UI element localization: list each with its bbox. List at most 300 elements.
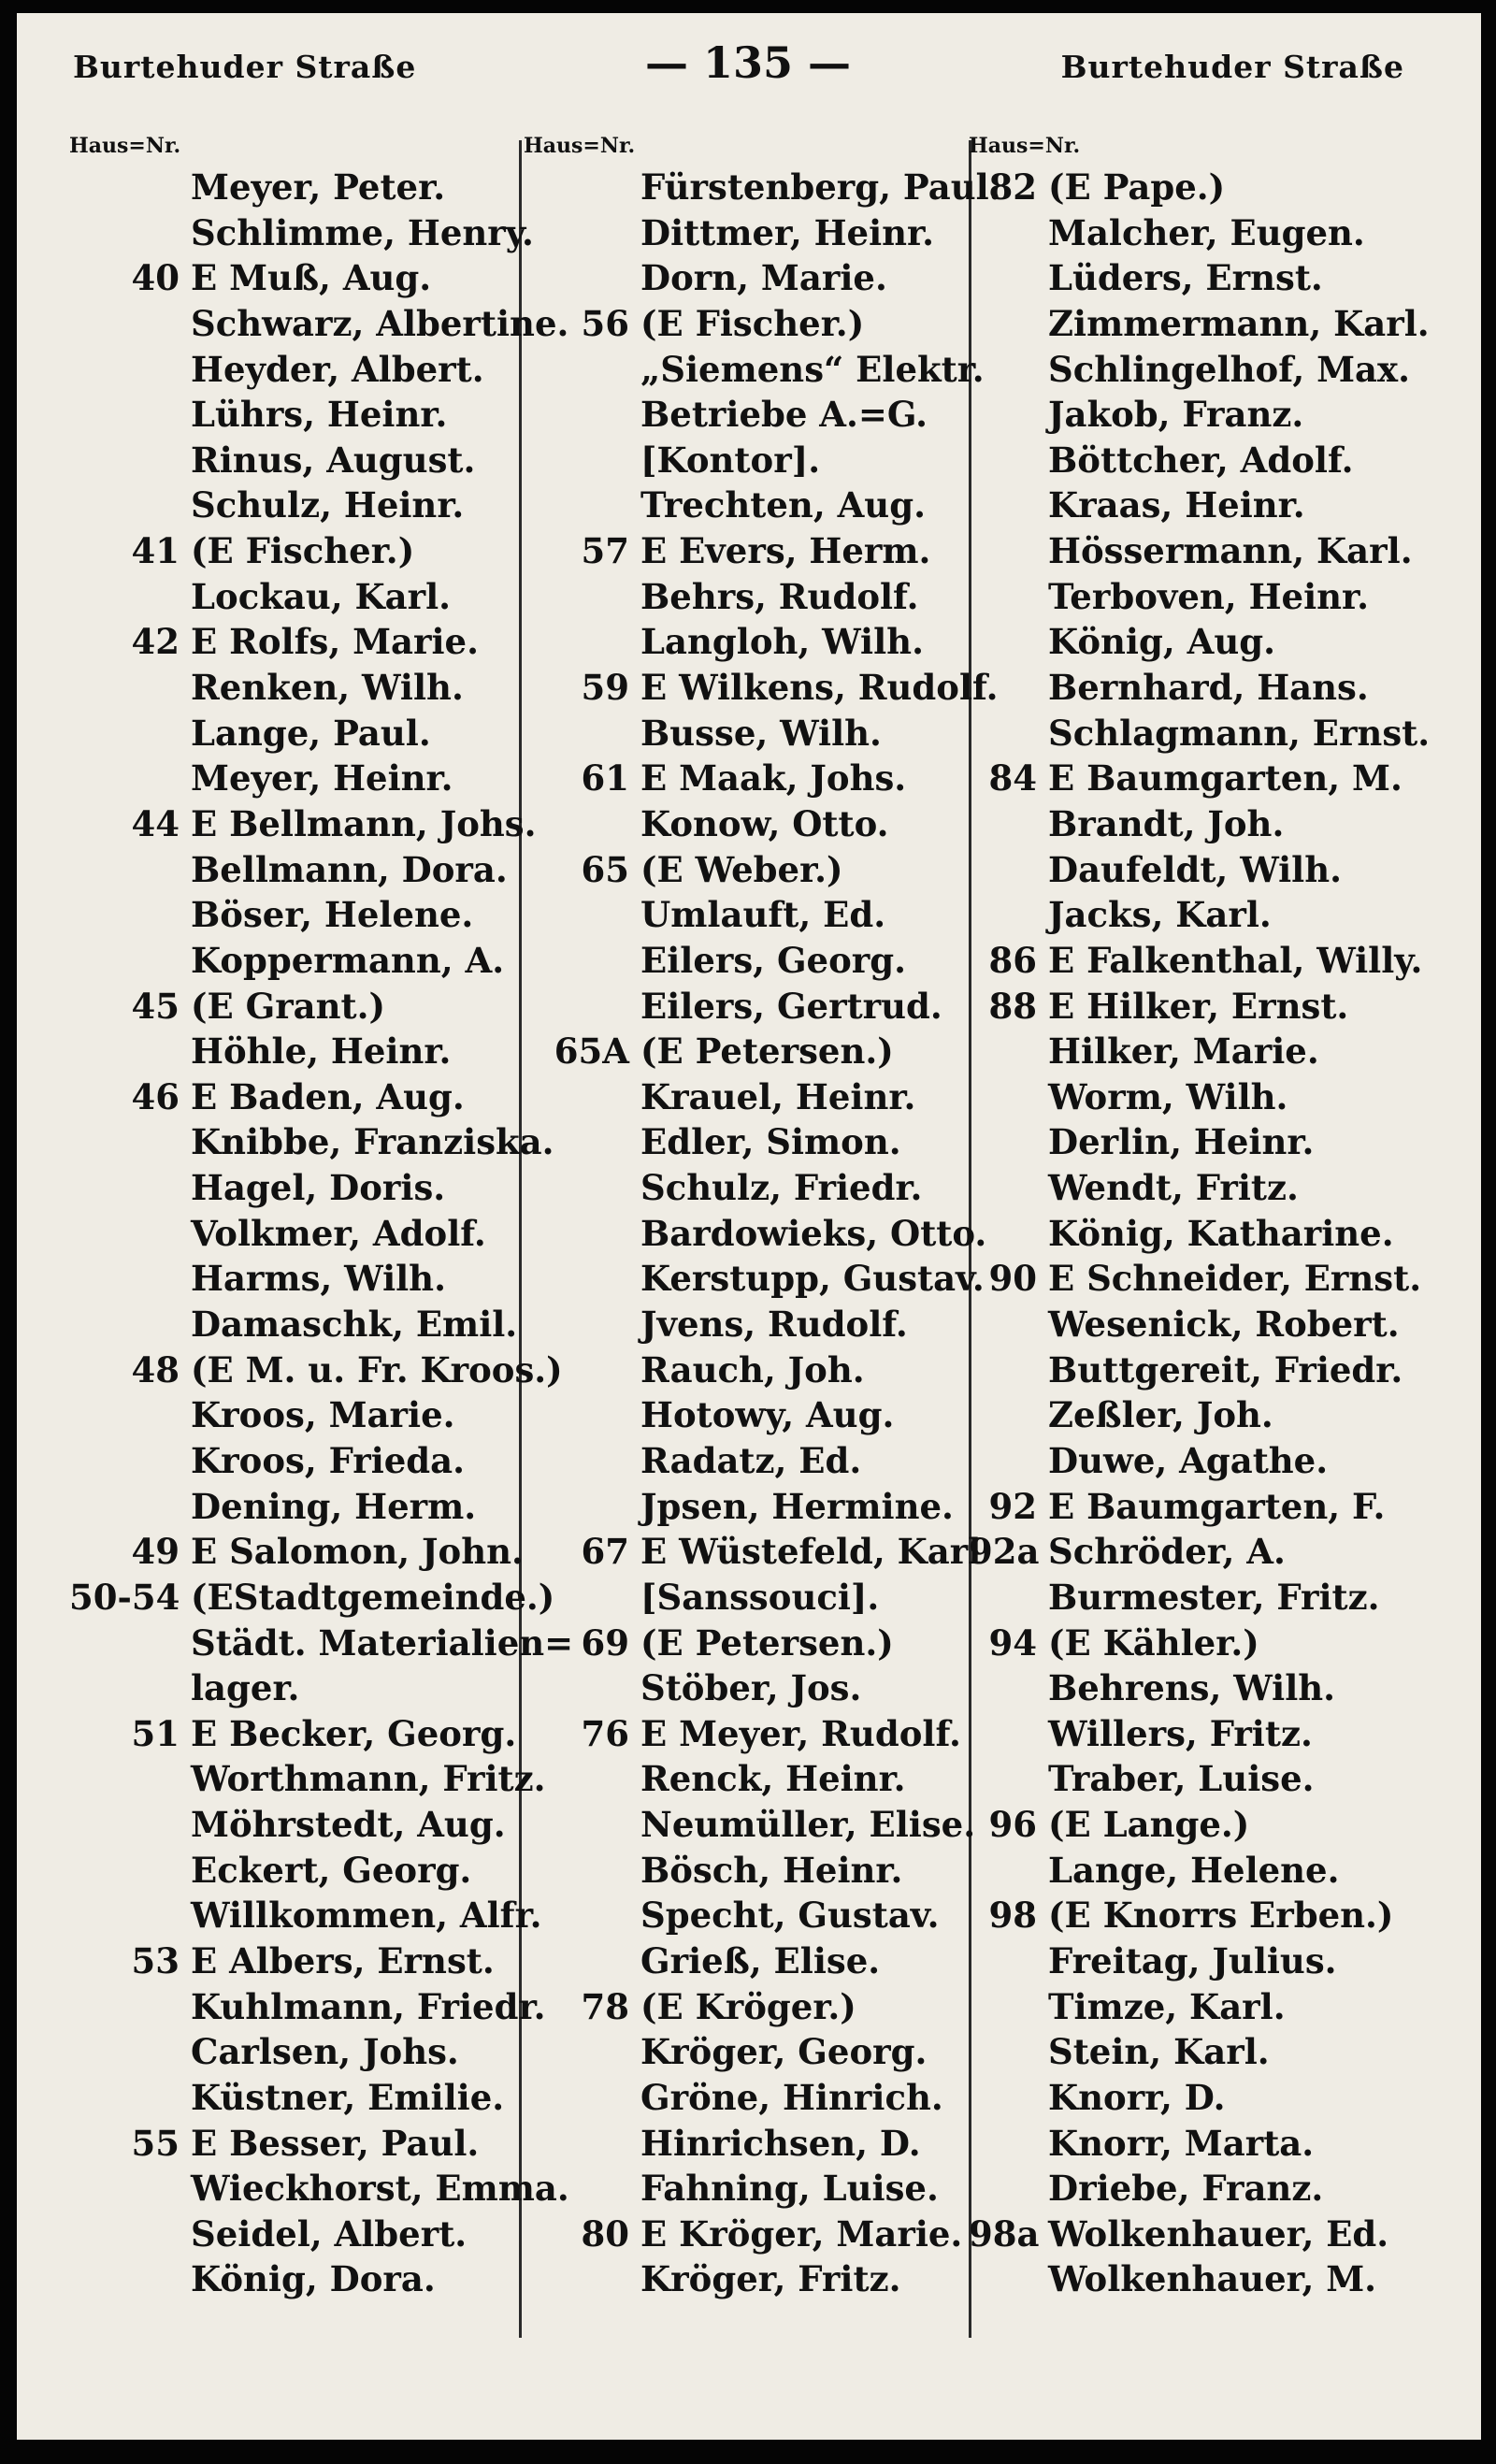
directory-entry	[969, 1529, 1464, 1575]
resident-name: Behrens, Wilh.	[1048, 1667, 1336, 1709]
house-number	[69, 1484, 180, 1530]
resident-name: Dittmer, Heinr.	[640, 211, 935, 253]
house-number	[69, 711, 180, 756]
directory-entry	[69, 1119, 554, 1165]
resident-name: (E Lange.)	[1048, 1804, 1250, 1846]
resident-name: Betriebe A.=G.	[640, 394, 928, 436]
house-number	[524, 1211, 629, 1257]
directory-entry	[969, 528, 1464, 574]
house-number	[69, 2029, 180, 2075]
resident-name: Dening, Herm.	[191, 1485, 477, 1527]
house-number	[69, 1165, 180, 1211]
directory-entry	[69, 665, 535, 711]
resident-name: Freitag, Julius.	[1048, 1939, 1337, 1981]
directory-entry	[69, 1029, 535, 1074]
directory-entry	[969, 2256, 1464, 2302]
resident-name: (E Fischer.)	[191, 530, 415, 572]
resident-name: Radatz, Ed.	[640, 1439, 862, 1481]
resident-name: Umlauft, Ed.	[640, 894, 886, 936]
house-number: 92a	[969, 1531, 1040, 1573]
resident-name: König, Katharine.	[1048, 1212, 1394, 1254]
directory-entry	[969, 1848, 1464, 1894]
house-number	[524, 984, 629, 1030]
resident-name: Schulz, Friedr.	[640, 1167, 923, 1209]
directory-entry	[969, 1302, 1464, 1347]
resident-name: Carlsen, Johs.	[191, 2031, 459, 2073]
directory-entry	[69, 483, 535, 528]
directory-entry	[969, 665, 1464, 711]
directory-entry	[969, 1074, 1464, 1120]
directory-entry	[969, 1438, 1464, 1484]
resident-name: Langloh, Wilh.	[640, 621, 924, 663]
house-number	[69, 210, 180, 256]
directory-entry	[69, 165, 535, 210]
column-1	[69, 127, 574, 2302]
house-number	[69, 2256, 180, 2302]
directory-entry	[524, 847, 978, 893]
house-number	[69, 1392, 180, 1438]
directory-entry	[69, 2075, 535, 2121]
house-number	[524, 1665, 629, 1711]
directory-entry	[69, 438, 535, 483]
directory-entry	[969, 483, 1464, 528]
resident-name: Specht, Gustav.	[640, 1895, 940, 1937]
house-number	[969, 1392, 1037, 1438]
house-number	[969, 438, 1037, 483]
house-number	[969, 2256, 1037, 2302]
directory-entry	[69, 801, 535, 847]
directory-entry	[69, 1438, 535, 1484]
house-number	[524, 2256, 629, 2302]
resident-name: Schwarz, Albertine.	[191, 302, 569, 344]
directory-entry	[969, 2166, 1464, 2212]
directory-entry	[969, 1984, 1464, 2030]
directory-entry	[524, 2075, 978, 2121]
resident-name: Kröger, Georg.	[640, 2031, 928, 2073]
house-number: 94	[988, 1621, 1037, 1664]
house-number-label: Haus=Nr.	[524, 134, 636, 158]
house-number	[969, 1938, 1037, 1984]
resident-name: König, Aug.	[1048, 621, 1275, 663]
resident-name: (EStadtgemeinde.)	[191, 1576, 555, 1618]
directory-entry	[69, 938, 535, 984]
resident-name: Konow, Otto.	[640, 802, 889, 844]
directory-entry	[969, 1119, 1464, 1165]
directory-entry	[69, 847, 535, 893]
directory-entry	[969, 1256, 1464, 1302]
directory-entry	[524, 1802, 978, 1848]
resident-name: Wesenick, Robert.	[1048, 1304, 1400, 1346]
directory-entry	[69, 1302, 535, 1347]
house-number	[69, 2212, 180, 2257]
resident-name: Brandt, Joh.	[1048, 802, 1285, 844]
resident-name: Knorr, Marta.	[1048, 2122, 1315, 2164]
directory-entry	[969, 847, 1464, 893]
directory-entry	[969, 1392, 1464, 1438]
house-number	[969, 801, 1037, 847]
resident-name: Stöber, Jos.	[640, 1667, 862, 1709]
directory-entry	[69, 984, 535, 1030]
directory-entry	[69, 892, 535, 938]
house-number: 46	[131, 1075, 180, 1117]
resident-name: E Wüstefeld, Karl	[640, 1531, 982, 1573]
resident-name: Zeßler, Joh.	[1048, 1394, 1273, 1436]
resident-name: Dorn, Marie.	[640, 257, 887, 299]
house-number	[524, 1302, 629, 1347]
resident-name: Hilker, Marie.	[1048, 1030, 1319, 1073]
house-number	[524, 1438, 629, 1484]
directory-entry	[969, 1711, 1464, 1757]
house-number	[524, 938, 629, 984]
house-number	[524, 210, 629, 256]
resident-name: Duwe, Agathe.	[1048, 1439, 1329, 1481]
resident-name: Rinus, August.	[191, 439, 476, 481]
directory-entry	[69, 2029, 535, 2075]
resident-name: E Maak, Johs.	[640, 757, 907, 800]
resident-name: Damaschk, Emil.	[191, 1304, 518, 1346]
directory-entry	[524, 619, 978, 665]
house-number	[969, 347, 1037, 393]
directory-entry	[969, 1211, 1464, 1257]
directory-entry	[524, 1165, 978, 1211]
directory-entry	[969, 756, 1464, 801]
house-number	[969, 210, 1037, 256]
resident-name: Schlagmann, Ernst.	[1048, 712, 1431, 754]
directory-entry	[524, 938, 978, 984]
resident-name: Möhrstedt, Aug.	[191, 1804, 506, 1846]
directory-entry	[524, 1665, 978, 1711]
directory-entry	[69, 574, 535, 620]
house-number	[69, 1665, 180, 1711]
directory-entry	[969, 210, 1464, 256]
house-number: 82	[988, 166, 1037, 208]
resident-name: (E Kröger.)	[640, 1985, 856, 2027]
resident-name: lager.	[191, 1667, 300, 1709]
resident-name: Kerstupp, Gustav.	[640, 1258, 985, 1300]
house-number	[524, 1119, 629, 1165]
house-number: 53	[131, 1939, 180, 1981]
directory-entry	[69, 347, 535, 393]
directory-entry	[969, 1621, 1464, 1666]
house-number	[524, 255, 629, 301]
house-number	[969, 255, 1037, 301]
house-number	[69, 1848, 180, 1894]
resident-name: Hagel, Doris.	[191, 1167, 446, 1209]
directory-entry	[969, 1575, 1464, 1621]
house-number	[524, 1165, 629, 1211]
resident-name: Malcher, Eugen.	[1048, 211, 1365, 253]
house-number	[524, 1756, 629, 1802]
directory-entry	[969, 1165, 1464, 1211]
directory-entry	[69, 2166, 569, 2212]
house-number	[969, 392, 1037, 438]
resident-name: Kroos, Frieda.	[191, 1439, 466, 1481]
directory-entry	[969, 711, 1464, 756]
house-number	[69, 847, 180, 893]
house-number	[69, 1256, 180, 1302]
resident-name: Bösch, Heinr.	[640, 1849, 903, 1891]
house-number	[969, 528, 1037, 574]
resident-name: Terboven, Heinr.	[1048, 575, 1370, 617]
resident-name: E Falkenthal, Willy.	[1048, 939, 1423, 981]
directory-entry	[524, 1756, 978, 1802]
directory-entry	[69, 1756, 546, 1802]
resident-name: Driebe, Franz.	[1048, 2168, 1324, 2210]
house-number: 69	[581, 1621, 629, 1664]
resident-name: Gröne, Hinrich.	[640, 2076, 943, 2118]
directory-entry	[524, 1484, 978, 1530]
scan-edge-bottom	[0, 2440, 1496, 2464]
house-number	[969, 2166, 1037, 2212]
directory-entry	[69, 1484, 535, 1530]
resident-name: (E Petersen.)	[640, 1030, 894, 1073]
directory-entry	[524, 1029, 978, 1074]
resident-name: (E Fischer.)	[640, 302, 865, 344]
directory-entry	[969, 301, 1464, 347]
resident-name: (E Kähler.)	[1048, 1621, 1259, 1664]
resident-name: Seidel, Albert.	[191, 2212, 468, 2255]
resident-name: König, Dora.	[191, 2258, 436, 2300]
directory-entry	[524, 1347, 978, 1393]
house-number	[969, 301, 1037, 347]
resident-name: (E Pape.)	[1048, 166, 1226, 208]
house-number	[969, 483, 1037, 528]
house-number	[969, 1984, 1037, 2030]
directory-entry	[969, 984, 1464, 1030]
directory-entry	[969, 255, 1464, 301]
directory-entry	[524, 2029, 978, 2075]
house-number: 84	[988, 757, 1037, 800]
directory-entry	[969, 1665, 1464, 1711]
resident-name: E Schneider, Ernst.	[1048, 1258, 1422, 1300]
house-number: 96	[988, 1804, 1037, 1846]
resident-name: Schlingelhof, Max.	[1048, 348, 1410, 390]
house-number	[524, 2121, 629, 2167]
house-number	[524, 347, 629, 393]
resident-name: E Kröger, Marie.	[640, 2212, 963, 2255]
house-number	[969, 1575, 1037, 1621]
house-number	[524, 1392, 629, 1438]
resident-name: Behrs, Rudolf.	[640, 575, 919, 617]
house-number	[969, 1665, 1037, 1711]
directory-entry	[969, 938, 1464, 984]
resident-name: Stein, Karl.	[1048, 2031, 1270, 2073]
directory-entry	[524, 255, 978, 301]
directory-entry	[69, 1621, 574, 1666]
directory-entry	[524, 2212, 978, 2257]
house-number	[524, 1256, 629, 1302]
resident-name: (E Knorrs Erben.)	[1048, 1895, 1394, 1937]
house-number	[969, 1029, 1037, 1074]
house-number	[524, 711, 629, 756]
resident-name: E Baumgarten, F.	[1048, 1485, 1386, 1527]
directory-entry	[69, 1938, 535, 1984]
resident-name: Meyer, Peter.	[191, 166, 446, 208]
resident-name: Timze, Karl.	[1048, 1985, 1286, 2027]
directory-entry	[69, 1711, 535, 1757]
directory-entry	[524, 1711, 978, 1757]
resident-name: E Albers, Ernst.	[191, 1939, 495, 1981]
resident-name: Willers, Fritz.	[1048, 1712, 1313, 1754]
house-number	[69, 347, 180, 393]
house-number: 67	[581, 1531, 629, 1573]
resident-name: E Becker, Georg.	[191, 1712, 517, 1754]
resident-name: Bellmann, Dora.	[191, 848, 508, 890]
directory-entry	[524, 984, 978, 1030]
resident-name: Traber, Luise.	[1048, 1758, 1315, 1800]
house-number	[969, 2075, 1037, 2121]
directory-entry	[524, 1302, 978, 1347]
house-number	[524, 483, 629, 528]
directory-entry	[69, 1984, 546, 2030]
house-number	[69, 165, 180, 210]
house-number	[524, 1848, 629, 1894]
directory-entry	[524, 347, 985, 393]
directory-entry	[969, 801, 1464, 847]
resident-name: Volkmer, Adolf.	[191, 1212, 486, 1254]
directory-entry	[524, 1256, 985, 1302]
resident-name: Worm, Wilh.	[1048, 1075, 1288, 1117]
directory-entry	[524, 2166, 978, 2212]
resident-name: Busse, Wilh.	[640, 712, 882, 754]
directory-entry	[524, 1984, 978, 2030]
resident-name: E Baumgarten, M.	[1048, 757, 1402, 800]
house-number	[969, 1711, 1037, 1757]
house-number	[969, 574, 1037, 620]
directory-entry	[524, 528, 978, 574]
house-number: 57	[581, 530, 629, 572]
house-number: 90	[988, 1258, 1037, 1300]
house-number	[969, 847, 1037, 893]
house-number	[69, 665, 180, 711]
house-number	[69, 2075, 180, 2121]
resident-name: Kröger, Fritz.	[640, 2258, 901, 2300]
house-number	[69, 1621, 180, 1666]
house-number: 92	[988, 1485, 1037, 1527]
house-number	[69, 1984, 180, 2030]
house-number	[69, 756, 180, 801]
resident-name: Schulz, Heinr.	[191, 484, 465, 526]
house-number	[969, 1074, 1037, 1120]
resident-name: (E Weber.)	[640, 848, 843, 890]
resident-name: Worthmann, Fritz.	[191, 1758, 546, 1800]
directory-entry	[69, 301, 569, 347]
scan-edge-top	[0, 0, 1496, 13]
resident-name: Eilers, Georg.	[640, 939, 907, 981]
resident-name: Trechten, Aug.	[640, 484, 926, 526]
house-number	[69, 483, 180, 528]
directory-entry	[524, 2256, 978, 2302]
house-number: 88	[988, 985, 1037, 1027]
directory-entry	[524, 1575, 978, 1621]
resident-name: Wendt, Fritz.	[1048, 1167, 1299, 1209]
house-number	[69, 1756, 180, 1802]
directory-entry	[524, 1119, 978, 1165]
resident-name: E Meyer, Rudolf.	[640, 1712, 961, 1754]
house-number: 55	[131, 2122, 180, 2164]
directory-entry	[69, 1802, 535, 1848]
house-number: 80	[581, 2212, 629, 2255]
house-number	[69, 1029, 180, 1074]
house-number	[524, 2166, 629, 2212]
house-number	[969, 665, 1037, 711]
directory-entry	[969, 892, 1464, 938]
house-number	[69, 1302, 180, 1347]
directory-entry	[969, 574, 1464, 620]
resident-name: E Evers, Herm.	[640, 530, 931, 572]
directory-entry	[524, 1529, 982, 1575]
resident-name: E Hilker, Ernst.	[1048, 985, 1349, 1027]
resident-name: Böttcher, Adolf.	[1048, 439, 1354, 481]
house-number	[969, 2121, 1037, 2167]
directory-entry	[69, 1665, 535, 1711]
resident-name: Neumüller, Elise.	[640, 1804, 976, 1846]
resident-name: Knibbe, Franziska.	[191, 1121, 554, 1163]
resident-name: Schlimme, Henry.	[191, 211, 534, 253]
house-number: 59	[581, 667, 629, 709]
resident-name: E Bellmann, Johs.	[191, 802, 537, 844]
resident-name: E Muß, Aug.	[191, 257, 432, 299]
directory-entry	[69, 1211, 535, 1257]
directory-entry	[524, 665, 999, 711]
directory-entry	[69, 619, 535, 665]
directory-entry	[69, 1529, 535, 1575]
house-number	[524, 892, 629, 938]
house-number: 98a	[969, 2212, 1040, 2255]
resident-name: (E Grant.)	[191, 985, 386, 1027]
house-number: 65A	[554, 1030, 629, 1073]
directory-entry	[969, 1484, 1464, 1530]
resident-name: Jpsen, Hermine.	[640, 1485, 954, 1527]
house-number	[969, 1756, 1037, 1802]
house-number	[524, 801, 629, 847]
directory-entry	[69, 1074, 535, 1120]
resident-name: Knorr, D.	[1048, 2076, 1226, 2118]
scan-edge-left	[0, 0, 17, 2464]
resident-name: Kuhlmann, Friedr.	[191, 1985, 546, 2027]
resident-name: Hössermann, Karl.	[1048, 530, 1413, 572]
house-number: 49	[131, 1531, 180, 1573]
resident-name: Edler, Simon.	[640, 1121, 901, 1163]
running-head-right: Burtehuder Straße	[1060, 49, 1404, 85]
directory-entry	[69, 392, 535, 438]
house-number: 48	[131, 1348, 180, 1391]
directory-entry	[524, 301, 978, 347]
directory-entry	[969, 1756, 1464, 1802]
house-number	[524, 2029, 629, 2075]
resident-name: Lüders, Ernst.	[1048, 257, 1323, 299]
house-number	[969, 1165, 1037, 1211]
page-number: — 135 —	[644, 37, 852, 88]
directory-entry	[524, 1074, 978, 1120]
house-number	[69, 574, 180, 620]
house-number: 50-54	[69, 1576, 180, 1618]
house-number	[524, 165, 629, 210]
scan-edge-right	[1481, 0, 1496, 2464]
directory-entry	[969, 165, 1464, 210]
house-number	[524, 2075, 629, 2121]
resident-name: Lührs, Heinr.	[191, 394, 448, 436]
house-number	[69, 1802, 180, 1848]
resident-name: Jacks, Karl.	[1048, 894, 1272, 936]
house-number	[524, 438, 629, 483]
column-3	[969, 127, 1464, 2302]
house-number	[524, 1575, 629, 1621]
resident-name: Bernhard, Hans.	[1048, 667, 1369, 709]
directory-entry	[969, 1029, 1464, 1074]
house-number	[969, 1438, 1037, 1484]
house-number: 42	[131, 621, 180, 663]
